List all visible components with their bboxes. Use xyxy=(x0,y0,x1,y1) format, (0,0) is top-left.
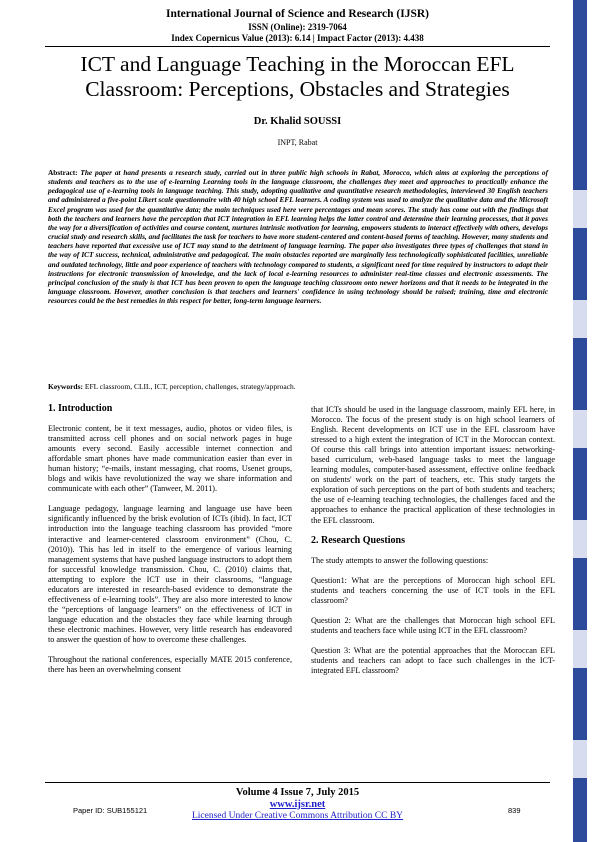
banner-tab xyxy=(573,630,587,668)
keywords xyxy=(48,382,548,391)
paragraph: that ICTs should be used in the language classroom, mainly EFL here, in Morocco. The focus of the present study is on high school learners of English. Recent developments on ICT use in the EFL classroom have stressed to a high extent the integration of ICT in the Moroccan context. Of course this call brings into attention important issues: networking-based curriculum, web-based language tasks to meet the language learning modules, computer-based assessment, effective online feedback on students' work on the part of teachers, etc. This study targets the exploration of such perceptions on the part of both students and teachers; the use of e-learning teaching technologies, the challenges faced and the approaches to enhance the practical application of these technologies in the EFL classroom. xyxy=(311,405,555,525)
page-number: 839 xyxy=(508,806,521,815)
right-column xyxy=(311,405,555,686)
banner-tab xyxy=(573,740,587,778)
section-heading: 1. Introduction xyxy=(48,403,113,414)
abstract-label: Abstract: xyxy=(48,168,78,177)
website-link[interactable]: www.ijsr.net xyxy=(269,799,326,810)
footer-rule xyxy=(45,782,550,783)
paper-id: Paper ID: SUB155121 xyxy=(73,806,148,815)
header-rule xyxy=(45,46,550,47)
abstract xyxy=(48,168,548,305)
research-question: Question1: What are the perceptions of Moroccan high school EFL students and teachers concerning the use of ICT tools in the EFL classroom? xyxy=(311,575,555,605)
journal-name: International Journal of Science and Research (IJSR) xyxy=(165,8,429,20)
paragraph: The study attempts to answer the following questions: xyxy=(311,555,489,565)
volume-issue: Volume 4 Issue 7, July 2015 xyxy=(235,787,360,798)
left-column xyxy=(48,404,292,685)
paper-title: ICT and Language Teaching in the Moroccan EFL Classroom: Perceptions, Obstacles and Strategies xyxy=(80,52,515,101)
keywords-text: EFL classroom, CLIL, ICT, perception, challenges, strategy/approach. xyxy=(84,382,296,391)
paragraph: Throughout the national conferences, especially MATE 2015 conference, there has been an overwhelming consent xyxy=(48,655,292,675)
research-question: Question 3: What are the potential approaches that the Moroccan EFL students and teachers can adopt to face such challenges in the ICT-integrated EFL classroom? xyxy=(311,645,555,675)
paragraph: Electronic content, be it text messages, audio, photos or video files, is transmitted across cell phones and on social network pages in huge amounts every second. Easily accessible internet connection and affordable smart phones have made communication easier than ever in human history; “e-mails, instant messaging, chat rooms, Usenet groups, blogs and wikis have revolutionized the way we share information and communicate with each other” (Tanweer, M. 2011). xyxy=(48,424,292,494)
banner-tab xyxy=(573,520,587,558)
author: Dr. Khalid SOUSSI xyxy=(253,116,342,127)
index-line: Index Copernicus Value (2013): 6.14 | Impact Factor (2013): 4.438 xyxy=(171,33,424,43)
paragraph: Language pedagogy, language learning and language use have been significantly influenced by the brisk evolution of ICTs (ibid). In fact, ICT introduction into the language teaching classroom has provided “more interactive and learner-centered classroom environment” (Chou, C. (2010)). This has led in itself to the emergence of various learning management systems that have pushed language instructors to adopt them for successful knowledge transmission. Chou, C. (2010) claims that, attempting to explore the ICT use in their classrooms, “language educators are interested in research-based evidence to demonstrate the effectiveness of e-learning tools”. They are also more interested to know the “perceptions of language learners” on the effectiveness of ICT in language education and the obstacles they face while learning through these electronic machines. However, very little research has endeavored to answer the question of how to overcome these challenges. xyxy=(48,504,292,644)
section-heading: 2. Research Questions xyxy=(311,534,405,546)
affiliation: INPT, Rabat xyxy=(277,138,318,147)
issn: ISSN (Online): 2319-7064 xyxy=(248,22,347,32)
keywords-label: Keywords: xyxy=(48,382,83,391)
research-question: Question 2: What are the challenges that Moroccan high school EFL students and teachers face while using ICT in the EFL classroom? xyxy=(311,615,555,635)
license-link[interactable]: Licensed Under Creative Commons Attribution CC BY xyxy=(191,811,404,821)
banner-tab xyxy=(573,190,587,228)
banner-tab xyxy=(573,300,587,338)
banner-tab xyxy=(573,410,587,448)
abstract-text: The paper at hand presents a research study, carried out in three public high schools in Rabat, Morocco, which aims at exploring the perceptions of students and teachers as to the use of e-learning Learning tools in the language classroom, the challenges they meet and approaches to practically enhance the pedagogical use of e-learning tools in language teaching. This study, adopting qualitative and quantitative research methodologies, interviewed 30 English teachers and administered a five-point Likert scale questionnaire with 40 high school EFL learners. A coding system was used to analyze the qualitative data and the Microsoft Excel program was used for the quantitative data; the main techniques used here were percentages and mean scores. The study has come out with the findings that both the teachers and learners have the perception that ICT integration in EFL learning helps the latter control and determine their learning processes, that it paves the way for a diversification of activities and course content, nurtures intrinsic motivation for learning, empowers students to interact effectively with others, develops crucial study and research skills, and facilitates the task for teachers to have more student-centered and content-based forms of teaching. However, many students and teachers have reported that excessive use of ICT may stand to the detriment of language learning. The paper also investigates three types of challenges that stand in the way of ICT success, technical, administrative and pedagogical. The main obstacles reported are marginally less technologically sophisticated facilities, unreliable and outdated technology, little and poor experience of teachers with technology compared to students, a significant need for time required by instructors to adapt their instructions for electronic transmission of knowledge, and the lack of local e-learning resources to administer real-time classes and electronic assessments. The principal conclusion of the study is that ICT has been proven to open the language teaching classroom onto newer horizons and that it needs to be integrated in the language classroom. However, another conclusion is that teachers and learners' confidence in using technology should be raised; training, time and electronic resources could be the best remedies in this respect for better, long-term language learners. xyxy=(48,168,549,306)
